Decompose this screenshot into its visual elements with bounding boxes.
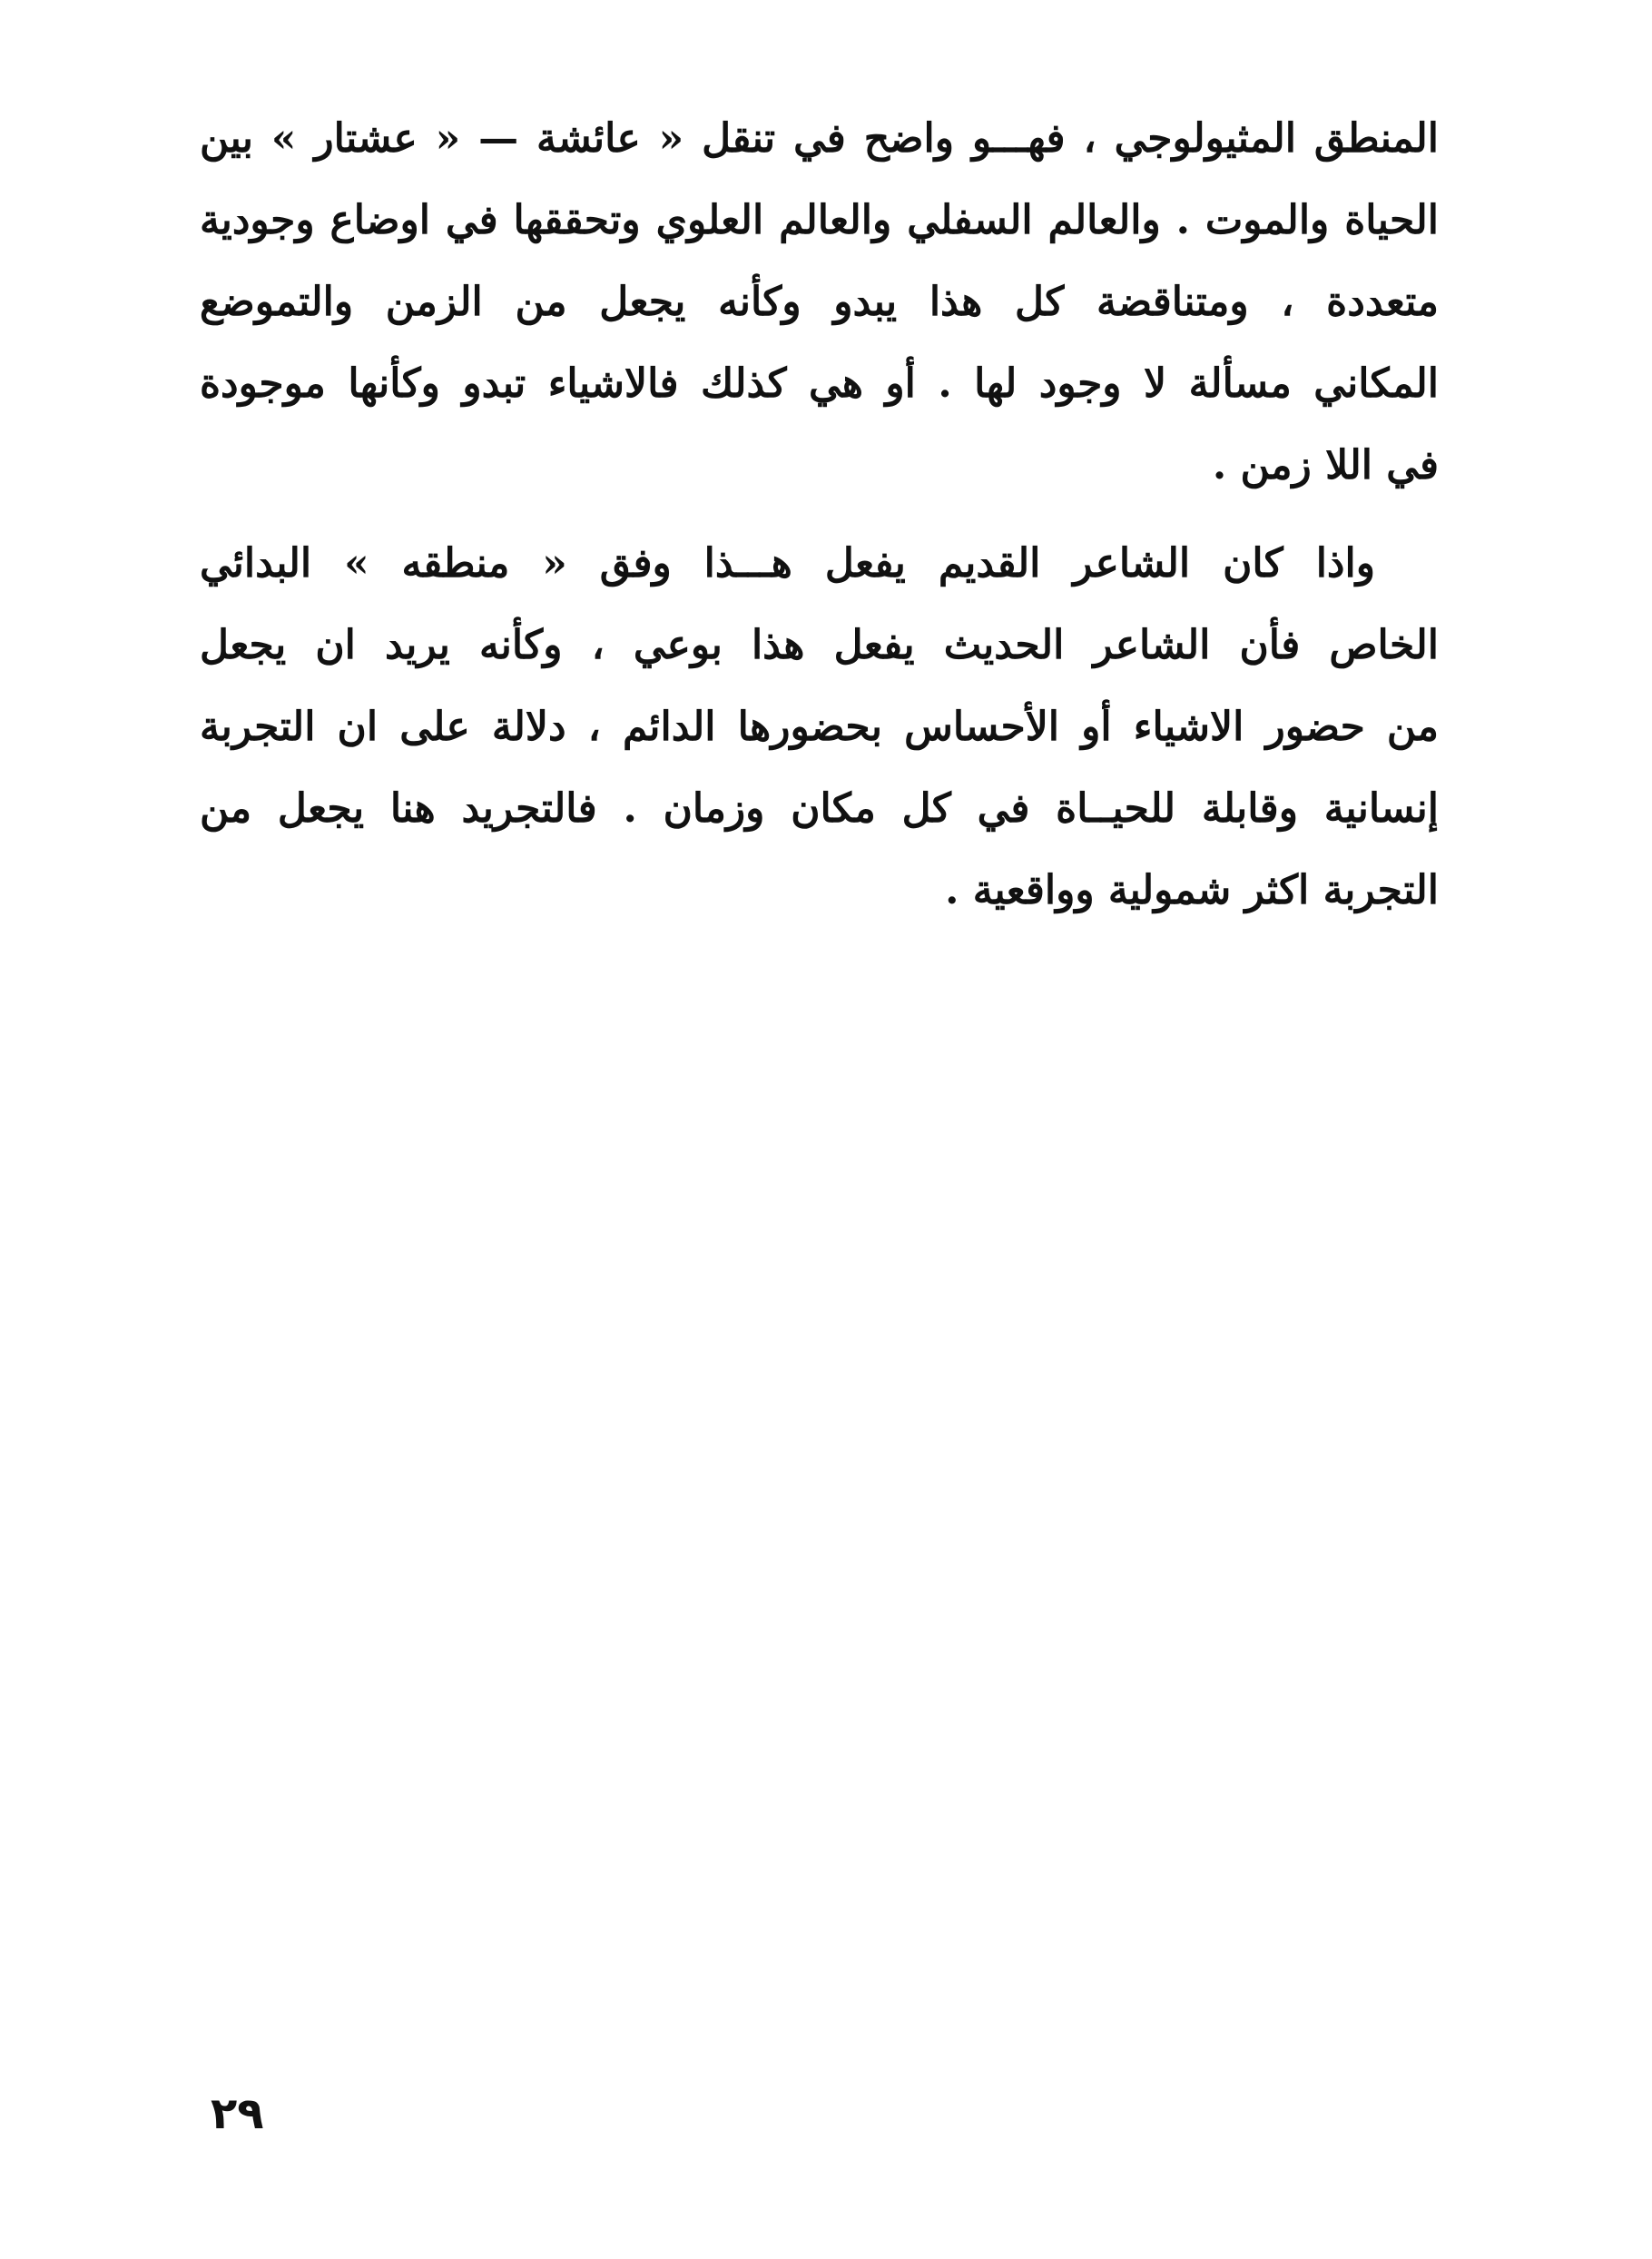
text-line: متعددة ، ومتناقضة كل هذا يبدو وكأنه يجعل من الزمن والتموضع bbox=[200, 279, 1439, 325]
text-line: التجربة اكثر شمولية وواقعية . bbox=[945, 867, 1439, 913]
text-line: المنطق المثيولوجي ، فهـــو واضح في تنقل « عائشة — « عشتار » بين bbox=[200, 115, 1439, 162]
text-line: المكاني مسألة لا وجود لها . أو هي كذلك فالاشياء تبدو وكأنها موجودة bbox=[200, 360, 1439, 407]
text-line: من حضور الاشياء أو الأحساس بحضورها الدائم ، دلالة على ان التجربة bbox=[200, 704, 1439, 750]
page-number: ٢٩ bbox=[211, 2088, 264, 2139]
text-line: في اللا زمن . bbox=[1212, 442, 1439, 488]
text-line: إنسانية وقابلة للحيــاة في كل مكان وزمان . فالتجريد هنا يجعل من bbox=[200, 785, 1439, 832]
text-line: الحياة والموت . والعالم السفلي والعالم العلوي وتحققها في اوضاع وجودية bbox=[200, 197, 1439, 243]
text-line: الخاص فأن الشاعر الحديث يفعل هذا بوعي ، وكأنه يريد ان يجعل bbox=[200, 622, 1439, 668]
body-text bbox=[200, 98, 1439, 932]
paragraph-1 bbox=[200, 98, 1439, 507]
paragraph-2 bbox=[200, 523, 1439, 932]
text-line: واذا كان الشاعر القديم يفعل هـــذا وفق « منطقه » البدائي bbox=[200, 540, 1375, 587]
paragraph-gap bbox=[200, 507, 1439, 523]
